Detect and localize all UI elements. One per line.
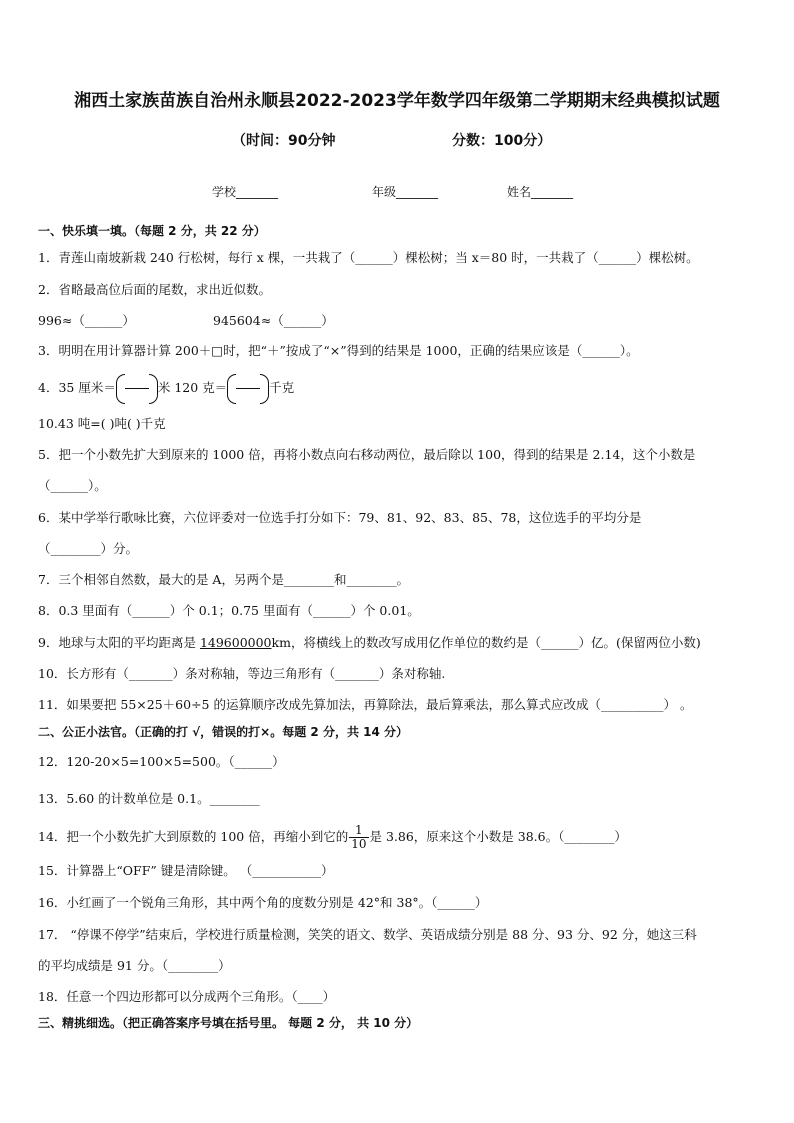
exam-time: （时间：90分钟: [232, 133, 336, 149]
question-4: [38, 373, 764, 404]
question-9-text-b: km，将横线上的数改写成用亿作单位的数约是（______）亿。(保留两位小数): [271, 635, 701, 650]
question-4-text-a: 4．35 厘米＝: [38, 380, 116, 395]
question-16: 16．小红画了一个锐角三角形，其中两个角的度数分别是 42°和 38°。（______）: [38, 895, 488, 910]
question-5: 5．把一个小数先扩大到原来的 1000 倍，再将小数点向右移动两位，最后除以 100，得到的结果是 2.14，这个小数是: [38, 447, 696, 462]
question-8: 8．0.3 里面有（______）个 0.1；0.75 里面有（______）个 0.01。: [38, 603, 420, 618]
fraction-numerator: 1: [349, 824, 368, 838]
question-4-text-b: 米 120 克＝: [157, 380, 228, 395]
question-4-text-c: 千克: [269, 380, 295, 395]
question-7: 7．三个相邻自然数，最大的是 A，另两个是________和________。: [38, 572, 409, 587]
question-9-text-a: 9．地球与太阳的平均距离是: [38, 635, 200, 650]
name-field: 姓名_______: [507, 185, 574, 199]
question-17-cont: 的平均成绩是 91 分。（________）: [38, 958, 231, 973]
section-3-heading: 三、精挑细选。（把正确答案序号填在括号里。 每题 2 分， 共 10 分）: [38, 1016, 419, 1030]
question-13: 13．5.60 的计数单位是 0.1。________: [38, 791, 260, 806]
question-6: 6．某中学举行歌咏比赛，六位评委对一位选手打分如下：79、81、92、83、85、78，这位选手的平均分是: [38, 510, 642, 525]
fraction-denominator: 10: [351, 837, 367, 851]
question-18: 18．任意一个四边形都可以分成两个三角形。（____）: [38, 989, 336, 1004]
fraction-blank: [116, 374, 158, 404]
exam-title: 湘西土家族苗族自治州永顺县2022-2023学年数学四年级第二学期期末经典模拟试题: [74, 91, 720, 111]
question-14-text-b: 是 3.86，原来这个小数是 38.6。（________）: [369, 829, 627, 844]
question-2-part-b: 945604≈（______）: [213, 313, 334, 328]
grade-field: 年级_______: [372, 185, 439, 199]
question-14-text-a: 14．把一个小数先扩大到原数的 100 倍，再缩小到它的: [38, 829, 349, 844]
question-2-part-a: 996≈（______）: [38, 313, 135, 328]
question-9-number: 149600000: [199, 635, 272, 650]
section-1-heading: 一、快乐填一填。（每题 2 分，共 22 分）: [38, 224, 266, 238]
section-2-heading: 二、公正小法官。（正确的打 √，错误的打×。每题 2 分，共 14 分）: [38, 725, 408, 739]
question-14: [38, 818, 764, 856]
question-12: 12．120-20×5=100×5=500。（______）: [38, 754, 285, 769]
fraction-blank: [227, 374, 269, 404]
exam-score: 分数：100分）: [452, 133, 552, 149]
question-5-cont: （______）。: [38, 478, 107, 493]
question-9: [38, 635, 764, 651]
question-11: 11．如果要把 55×25＋60÷5 的运算顺序改成先算加法，再算除法，最后算乘法，那么算式应改成（__________） 。: [38, 697, 693, 712]
fraction-one-tenth: [349, 824, 368, 851]
question-15: 15．计算器上“OFF” 键是清除键。 （___________）: [38, 863, 334, 878]
question-4-part-d: 10.43 吨=( )吨( )千克: [38, 416, 166, 431]
question-17: 17． “停课不停学”结束后，学校进行质量检测，笑笑的语文、数学、英语成绩分别是 88 分、93 分、92 分，她这三科: [38, 927, 697, 942]
question-3: 3．明明在用计算器计算 200＋□时，把“＋”按成了“×”得到的结果是 1000，正确的结果应该是（______）。: [38, 343, 639, 358]
question-1: 1．青莲山南坡新栽 240 行松树，每行 x 棵，一共栽了（______）棵松树；当 x＝80 时，一共栽了（______）棵松树。: [38, 250, 699, 265]
question-10: 10．长方形有（_______）条对称轴，等边三角形有（_______）条对称轴.: [38, 666, 446, 681]
question-2: 2．省略最高位后面的尾数，求出近似数。: [38, 282, 271, 297]
question-6-cont: （________）分。: [38, 541, 139, 556]
school-field: 学校_______: [212, 185, 279, 199]
